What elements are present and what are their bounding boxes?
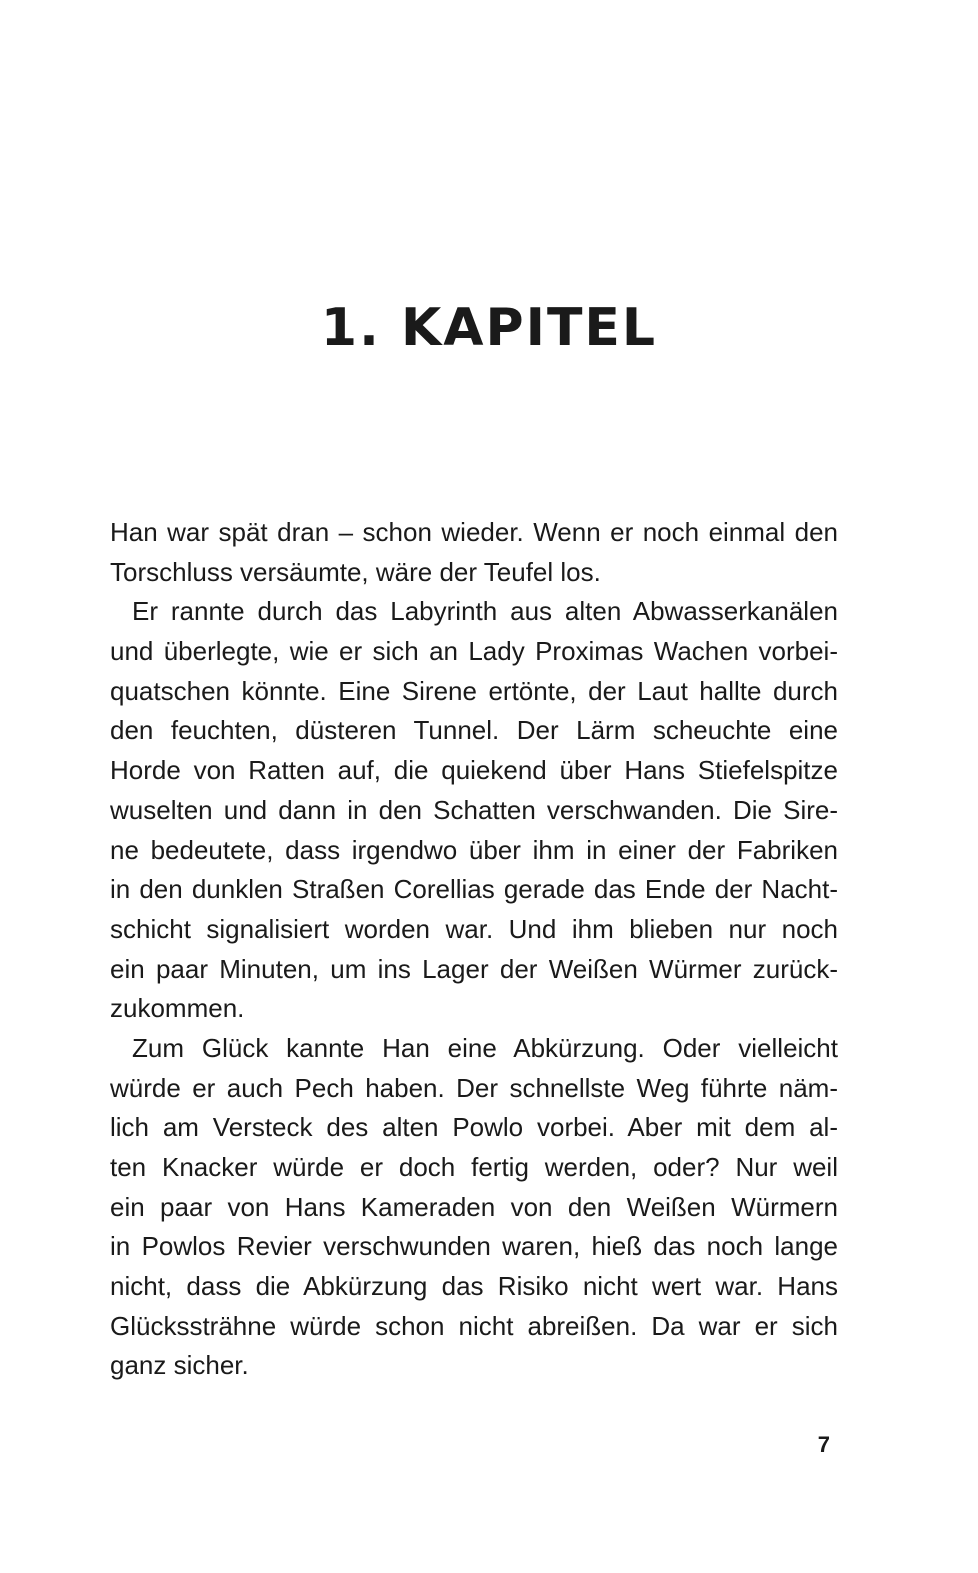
- text-line: in den dunklen Straßen Corellias gerade das Ende der Nacht-: [110, 874, 838, 905]
- text-line: würde er auch Pech haben. Der schnellste Weg führte näm-: [110, 1072, 838, 1103]
- text-line: zukommen.: [110, 993, 245, 1024]
- page-number: 7: [817, 1432, 830, 1457]
- text-line: Glückssträhne würde schon nicht abreißen. Da war er sich: [110, 1310, 838, 1341]
- text-line: Han war spät dran – schon wieder. Wenn er noch einmal den: [110, 517, 838, 547]
- chapter-title: 1. KAPITEL: [320, 298, 658, 358]
- text-line: ten Knacker würde er doch fertig werden, oder? Nur weil: [110, 1152, 838, 1182]
- text-line: Zum Glück kannte Han eine Abkürzung. Oder vielleicht: [132, 1032, 838, 1063]
- text-line: Er rannte durch das Labyrinth aus alten Abwasserkanälen: [132, 596, 838, 627]
- text-line: Torschluss versäumte, wäre der Teufel los.: [110, 556, 601, 587]
- text-line: ein paar von Hans Kameraden von den Weißen Würmern: [110, 1191, 838, 1222]
- text-line: ganz sicher.: [110, 1350, 249, 1381]
- text-line: und überlegte, wie er sich an Lady Proximas Wachen vorbei-: [110, 636, 838, 667]
- text-line: ne bedeutete, dass irgendwo über ihm in einer der Fabriken: [110, 834, 838, 865]
- text-line: in Powlos Revier verschwunden waren, hieß das noch lange: [110, 1231, 838, 1262]
- text-line: quatschen könnte. Eine Sirene ertönte, der Laut hallte durch: [110, 675, 838, 706]
- paragraph: [110, 592, 838, 1029]
- paragraph: [110, 1029, 838, 1386]
- body-text: [110, 513, 838, 1386]
- text-line: nicht, dass die Abkürzung das Risiko nicht wert war. Hans: [110, 1271, 838, 1302]
- text-line: wuselten und dann in den Schatten verschwanden. Die Sire-: [110, 794, 838, 825]
- text-line: schicht signalisiert worden war. Und ihm blieben nur noch: [110, 913, 838, 944]
- paragraph: [110, 513, 838, 592]
- text-line: ein paar Minuten, um ins Lager der Weißen Würmer zurück-: [110, 953, 838, 984]
- text-line: den feuchten, düsteren Tunnel. Der Lärm scheuchte eine: [110, 715, 838, 746]
- text-line: Horde von Ratten auf, die quiekend über Hans Stiefelspitze: [110, 755, 838, 786]
- text-line: lich am Versteck des alten Powlo vorbei. Aber mit dem al-: [110, 1112, 838, 1143]
